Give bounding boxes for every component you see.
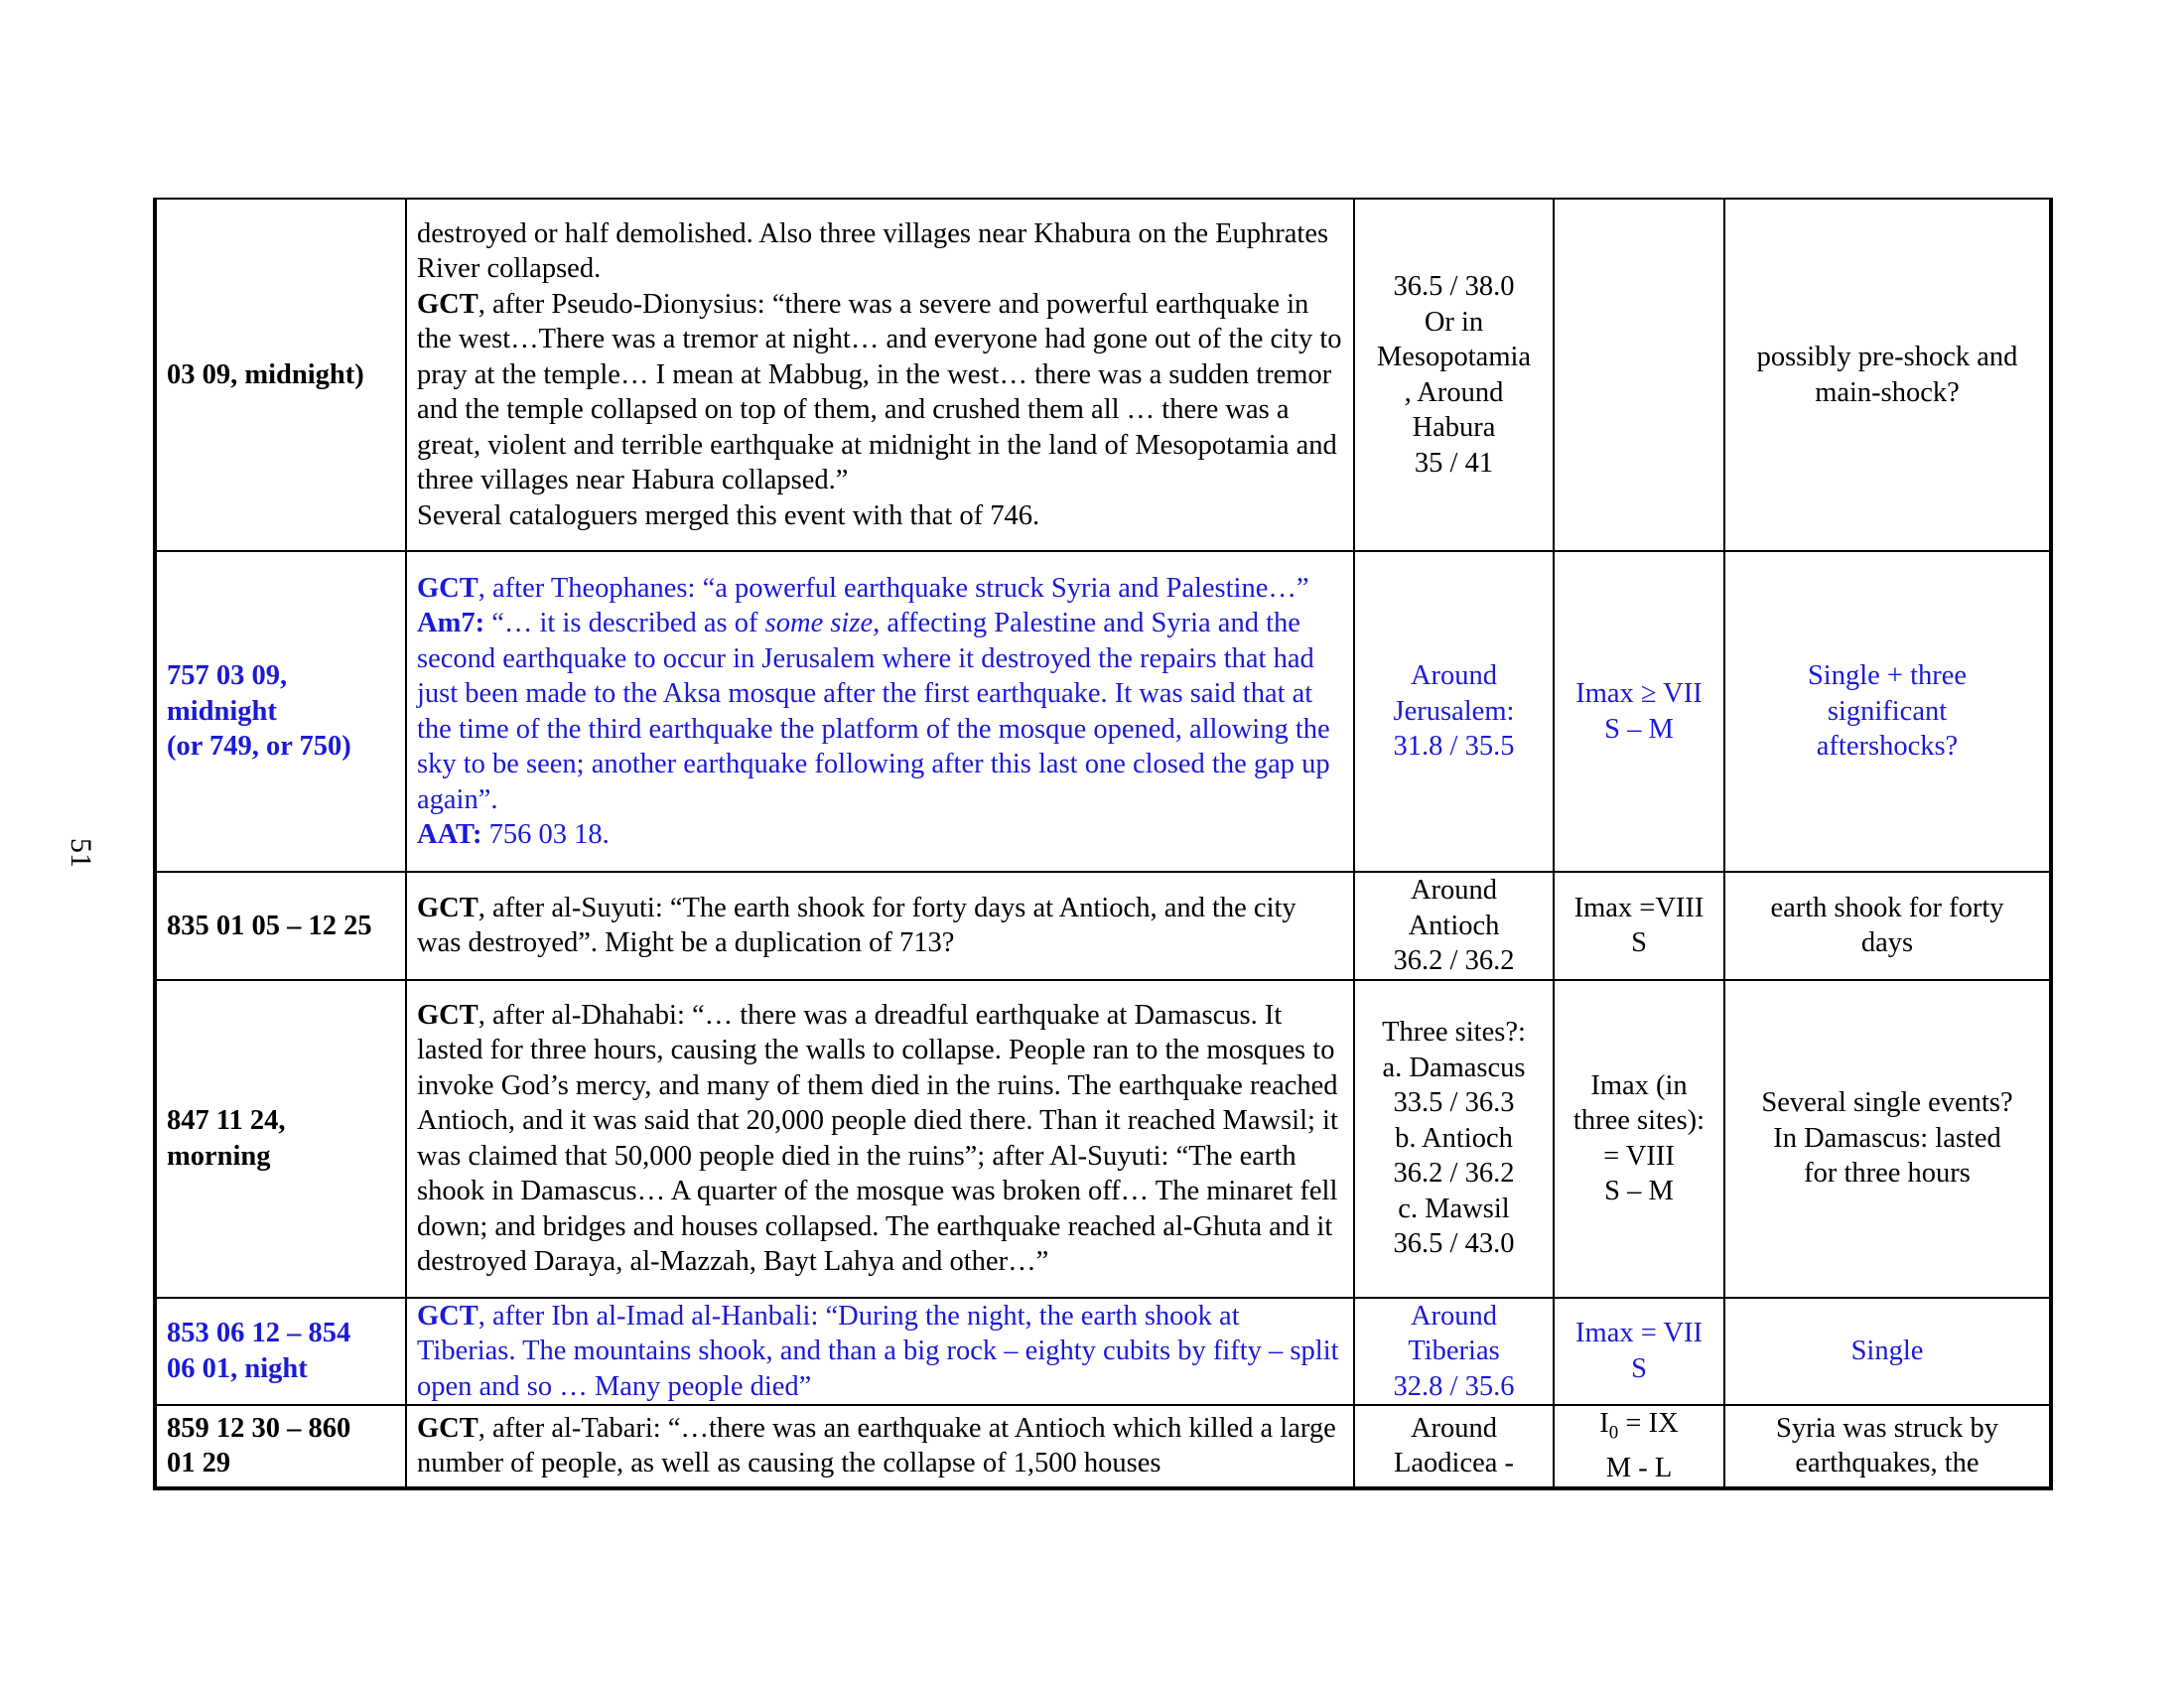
intensity-cell: $I_0$ = IX M - L (1554, 1405, 1724, 1488)
description-cell (406, 551, 1354, 872)
remarks-cell: earth shook for forty days (1724, 872, 2051, 980)
intensity-cell: Imax (in three sites): = VIII S – M (1554, 980, 1724, 1298)
description-text: AAT: 756 03 18. (417, 819, 610, 850)
intensity-cell: Imax =VIII S (1554, 872, 1724, 980)
date-cell: 853 06 12 – 854 06 01, night (155, 1298, 406, 1406)
location-cell: Three sites?: a. Damascus 33.5 / 36.3 b. Antioch 36.2 / 36.2 c. Mawsil 36.5 / 43.0 (1354, 980, 1554, 1298)
location-cell: Around Jerusalem: 31.8 / 35.5 (1354, 551, 1554, 872)
description-text: GCT, after Ibn al-Imad al-Hanbali: “During the night, the earth shook at Tiberias. The mountains shook, and than a big rock – eighty cubits by fifty – split open and so … Many people died” (417, 1300, 1339, 1402)
location-cell: Around Laodicea - (1354, 1405, 1554, 1488)
description-cell (406, 199, 1354, 551)
date-cell: 03 09, midnight) (155, 199, 406, 551)
intensity-cell: Imax = VII S (1554, 1298, 1724, 1406)
description-cell (406, 1298, 1354, 1406)
remarks-cell: Single (1724, 1298, 2051, 1406)
earthquake-catalogue-table (153, 198, 2053, 1490)
intensity-cell (1554, 199, 1724, 551)
table-row (155, 199, 2051, 551)
intensity-cell: Imax ≥ VII S – M (1554, 551, 1724, 872)
table-row (155, 872, 2051, 980)
location-cell: Around Tiberias 32.8 / 35.6 (1354, 1298, 1554, 1406)
date-cell: 757 03 09, midnight (or 749, or 750) (155, 551, 406, 872)
date-cell: 859 12 30 – 860 01 29 (155, 1405, 406, 1488)
description-cell (406, 980, 1354, 1298)
remarks-cell: Several single events? In Damascus: lasted for three hours (1724, 980, 2051, 1298)
remarks-cell: Syria was struck by earthquakes, the (1724, 1405, 2051, 1488)
table-row (155, 1298, 2051, 1406)
description-text: GCT, after al-Tabari: “…there was an earthquake at Antioch which killed a large number of people, as well as causing the collapse of 1,500 houses (417, 1412, 1336, 1479)
remarks-cell: possibly pre-shock and main-shock? (1724, 199, 2051, 551)
description-text: GCT, after Theophanes: “a powerful earthquake struck Syria and Palestine…” (417, 572, 1309, 604)
description-text: Am7: “… it is described as of some size, affecting Palestine and Syria and the second earthquake to occur in Jerusalem where it destroyed the repairs that had just been made to the Aksa mosque after the first earthquake. It was said that at the time of the third earthquake the platform of the mosque opened, allowing the sky to be seen; another earthquake following after this last one closed the gap up again”. (417, 608, 1330, 815)
description-text: GCT, after Pseudo-Dionysius: “there was a severe and powerful earthquake in the west…There was a tremor at night… and everyone had gone out of the city to pray at the temple… I mean at Mabbug, in the west… there was a sudden tremor and the temple collapsed on top of them, and crushed them all … there was a great, violent and terrible earthquake at midnight in the land of Mesopotamia and three villages near Habura collapsed.” (417, 288, 1342, 496)
location-cell: 36.5 / 38.0 Or in Mesopotamia , Around Habura 35 / 41 (1354, 199, 1554, 551)
description-text: GCT, after al-Suyuti: “The earth shook for forty days at Antioch, and the city was destroyed”. Might be a duplication of 713? (417, 892, 1297, 959)
table-row (155, 980, 2051, 1298)
description-cell (406, 872, 1354, 980)
page-number: 51 (65, 838, 97, 868)
date-cell: 835 01 05 – 12 25 (155, 872, 406, 980)
remarks-cell: Single + three significant aftershocks? (1724, 551, 2051, 872)
description-text: destroyed or half demolished. Also three villages near Khabura on the Euphrates River collapsed. (417, 217, 1329, 285)
table-row (155, 551, 2051, 872)
table-row (155, 1405, 2051, 1488)
location-cell: Around Antioch 36.2 / 36.2 (1354, 872, 1554, 980)
date-cell: 847 11 24, morning (155, 980, 406, 1298)
description-text: GCT, after al-Dhahabi: “… there was a dreadful earthquake at Damascus. It lasted for three hours, causing the walls to collapse. People ran to the mosques to invoke God’s mercy, and many of them died in the ruins. The earthquake reached Antioch, and it was said that 20,000 people died there. Than it reached Mawsil; it was claimed that 50,000 people died in the ruins”; after Al-Suyuti: “The earth shook in Damascus… A quarter of the mosque was broken off… The minaret fell down; and bridges and houses collapsed. The earthquake reached al-Ghuta and it destroyed Daraya, al-Mazzah, Bayt Lahya and other…” (417, 999, 1338, 1277)
description-cell (406, 1405, 1354, 1488)
description-text: Several cataloguers merged this event with that of 746. (417, 499, 1040, 531)
